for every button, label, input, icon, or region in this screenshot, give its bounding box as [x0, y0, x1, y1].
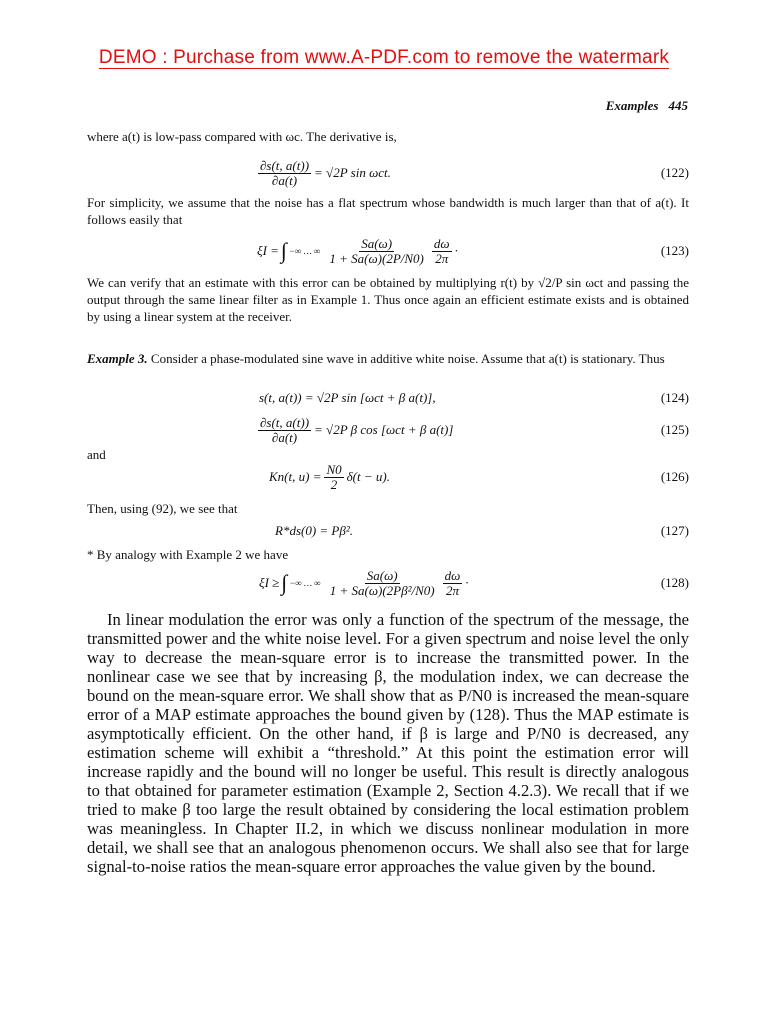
example-3-label: Example 3.: [87, 351, 148, 366]
eq126-denominator: 2: [330, 476, 338, 492]
eq126-lhs: Kn(t, u) =: [269, 469, 322, 484]
eq123-dw: dω: [433, 235, 450, 251]
paragraph-discussion: In linear modulation the error was only a function of the spectrum of the message, the transmitted power and the white noise level. For a given spectrum and noise level the only way to decrease the mean-square error is to increase the transmitted power. In the nonlinear case we see that by increasing β, the modulation index, we can decrease the bound on the mean-square error. We shall show that as P/N0 is increased the mean-square error of a MAP estimate approaches the bound given by (128). Thus the MAP estimate is asymptotically efficient. On the other hand, if β is large and P/N0 is decreased, any estimation scheme will exhibit a “threshold.” At this point the estimation error will increase rapidly and the bound will no longer be useful. This result is directly analogous to that obtained for parameter estimation (Example 2, Section 4.2.3). We recall that if we tried to make β too large the result obtained by considering the local estimation problem was meaningless. In Chapter II.2, in which we discuss nonlinear modulation in more detail, we shall see that an analogous phenomenon occurs. We shall also see that for large signal-to-noise ratios the mean-square error approaches the value given by the bound.: [87, 610, 689, 876]
section-title: Examples: [605, 98, 659, 113]
equation-122: [87, 156, 689, 190]
eq128-tail: ·: [465, 575, 469, 590]
eq125-number: (125): [660, 422, 689, 437]
paragraph-flat-spectrum: For simplicity, we assume that the noise has a flat spectrum whose bandwidth is much larger than that of a(t). It follows easily that: [87, 195, 689, 227]
eq126-numerator: N0: [326, 461, 342, 477]
example-3-text: Consider a phase-modulated sine wave in additive white noise. Assume that a(t) is stationary. Thus: [147, 351, 665, 366]
eq123-numerator: Sa(ω): [361, 235, 393, 251]
eq125-numerator: ∂s(t, a(t)): [260, 414, 310, 430]
watermark-banner: [0, 47, 768, 69]
running-header: [606, 98, 688, 114]
eq122-numerator: ∂s(t, a(t)): [260, 157, 310, 173]
eq123-2pi: 2π: [435, 250, 449, 266]
eq123-number: (123): [660, 243, 689, 258]
equation-123: [87, 232, 689, 270]
equation-127: [87, 518, 689, 544]
eq123-denominator: 1 + Sa(ω)(2P/N0): [329, 250, 424, 266]
eq123-tail: ·: [454, 243, 458, 258]
eq126-rhs: δ(t − u).: [346, 469, 390, 484]
eq124-text: s(t, a(t)) = √2P sin [ωct + β a(t)],: [259, 390, 436, 405]
page-number: 445: [668, 98, 688, 113]
eq128-lhs: ξI ≥: [259, 575, 280, 590]
eq123-limits: −∞ … ∞: [288, 246, 321, 256]
eq125-denominator: ∂a(t): [271, 429, 298, 445]
eq127-text: R*ds(0) = Pβ².: [275, 523, 353, 538]
eq128-2pi: 2π: [445, 582, 459, 598]
eq128-denominator: 1 + Sa(ω)(2Pβ²/N0): [329, 582, 435, 598]
eq128-integral-sign: ∫: [281, 570, 288, 595]
paragraph-example-3: [87, 350, 689, 367]
eq128-dw: dω: [444, 567, 461, 583]
watermark-text: DEMO : Purchase from www.A-PDF.com to remove the watermark: [98, 47, 670, 68]
eq126-number: (126): [660, 469, 689, 484]
eq128-numerator: Sa(ω): [366, 567, 398, 583]
eq124-number: (124): [660, 390, 689, 405]
paragraph-verify-estimate: We can verify that an estimate with this error can be obtained by multiplying r(t) by √2/P sin ωct and passing the output through the same linear filter as in Example 1. Thus once again an efficient estimate exists and is obtained by using a linear system at the receiver.: [87, 275, 689, 324]
eq128-number: (128): [660, 575, 689, 590]
eq123-integral-sign: ∫: [280, 238, 287, 263]
equation-124: [87, 384, 689, 412]
equation-128: [87, 564, 689, 602]
eq123-lhs: ξI =: [257, 243, 279, 258]
equation-126: [87, 460, 689, 494]
paragraph-derivative-intro: where a(t) is low-pass compared with ωc. The derivative is,: [87, 129, 397, 144]
eq127-number: (127): [660, 523, 689, 538]
eq125-rhs: = √2P β cos [ωct + β a(t)]: [314, 422, 454, 437]
eq122-rhs: = √2P sin ωct.: [314, 165, 391, 180]
eq128-limits: −∞ … ∞: [289, 578, 321, 588]
paragraph-then-using: Then, using (92), we see that: [87, 501, 238, 516]
equation-125: [87, 413, 689, 447]
eq122-denominator: ∂a(t): [271, 172, 298, 188]
footnote-analogy: * By analogy with Example 2 we have: [87, 547, 289, 562]
eq122-number: (122): [660, 165, 689, 180]
word-and: and: [87, 447, 106, 462]
